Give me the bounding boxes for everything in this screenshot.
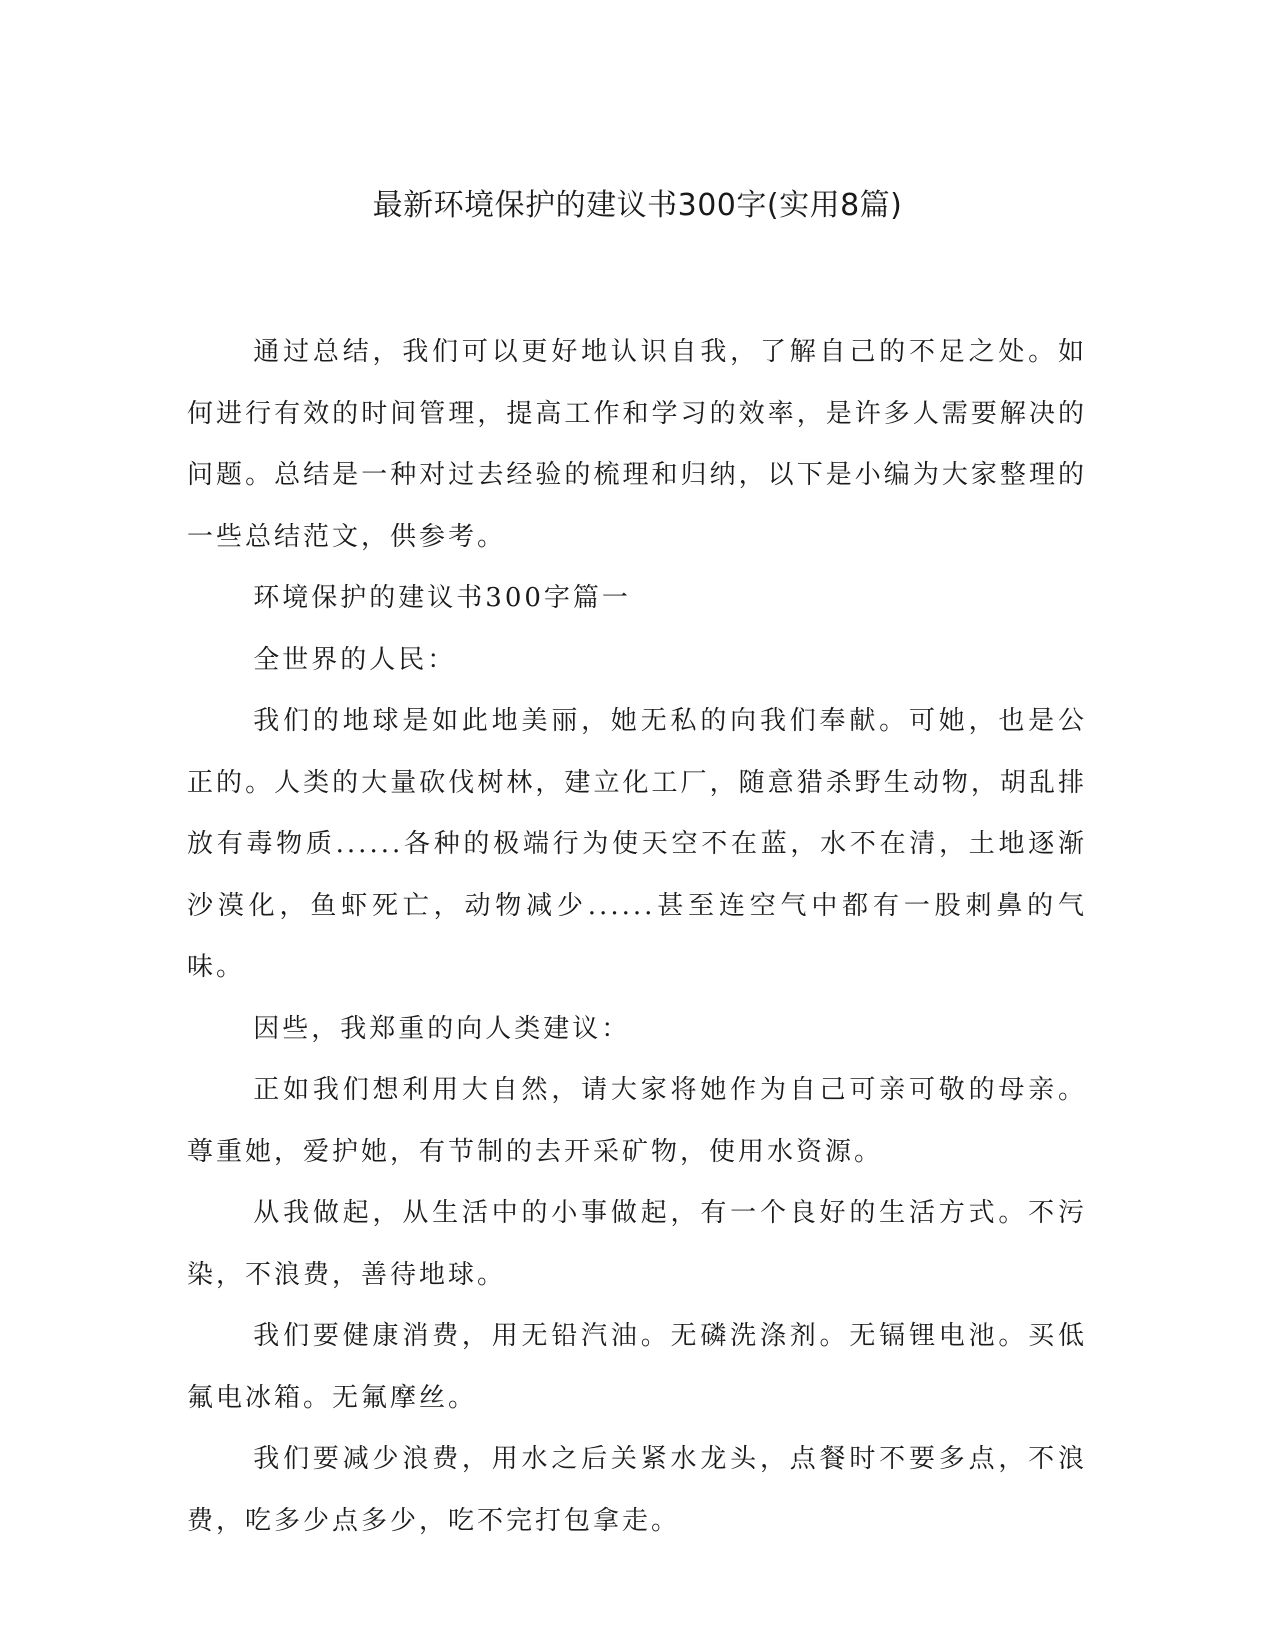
body-paragraph: 从我做起，从生活中的小事做起，有一个良好的生活方式。不污染，不浪费，善待地球。: [187, 1198, 1087, 1290]
body-paragraph: 正如我们想利用大自然，请大家将她作为自己可亲可敬的母亲。尊重她，爱护她，有节制的去开采矿物，使用水资源。: [187, 1075, 1087, 1167]
document-body: [187, 322, 1087, 1552]
body-paragraph: 我们要减少浪费，用水之后关紧水龙头，点餐时不要多点，不浪费，吃多少点多少，吃不完打包拿走。: [187, 1444, 1087, 1536]
body-paragraph: 我们的地球是如此地美丽，她无私的向我们奉献。可她，也是公正的。人类的大量砍伐树林，建立化工厂，随意猎杀野生动物，胡乱排放有毒物质......各种的极端行为使天空不在蓝，水不在清，土地逐渐沙漠化，鱼虾死亡，动物减少......甚至连空气中都有一股刺鼻的气味。: [187, 706, 1087, 982]
body-paragraph: 因些，我郑重的向人类建议：: [253, 1013, 631, 1044]
body-paragraph: 我们要健康消费，用无铅汽油。无磷洗涤剂。无镉锂电池。买低氟电冰箱。无氟摩丝。: [187, 1321, 1087, 1413]
salutation: 全世界的人民：: [253, 644, 457, 675]
intro-paragraph: 通过总结，我们可以更好地认识自我，了解自己的不足之处。如何进行有效的时间管理，提高工作和学习的效率，是许多人需要解决的问题。总结是一种对过去经验的梳理和归纳，以下是小编为大家整理的一些总结范文，供参考。: [187, 337, 1087, 552]
section-heading: 环境保护的建议书300字篇一: [253, 583, 631, 613]
document-title: 最新环境保护的建议书300字(实用8篇): [372, 188, 903, 223]
